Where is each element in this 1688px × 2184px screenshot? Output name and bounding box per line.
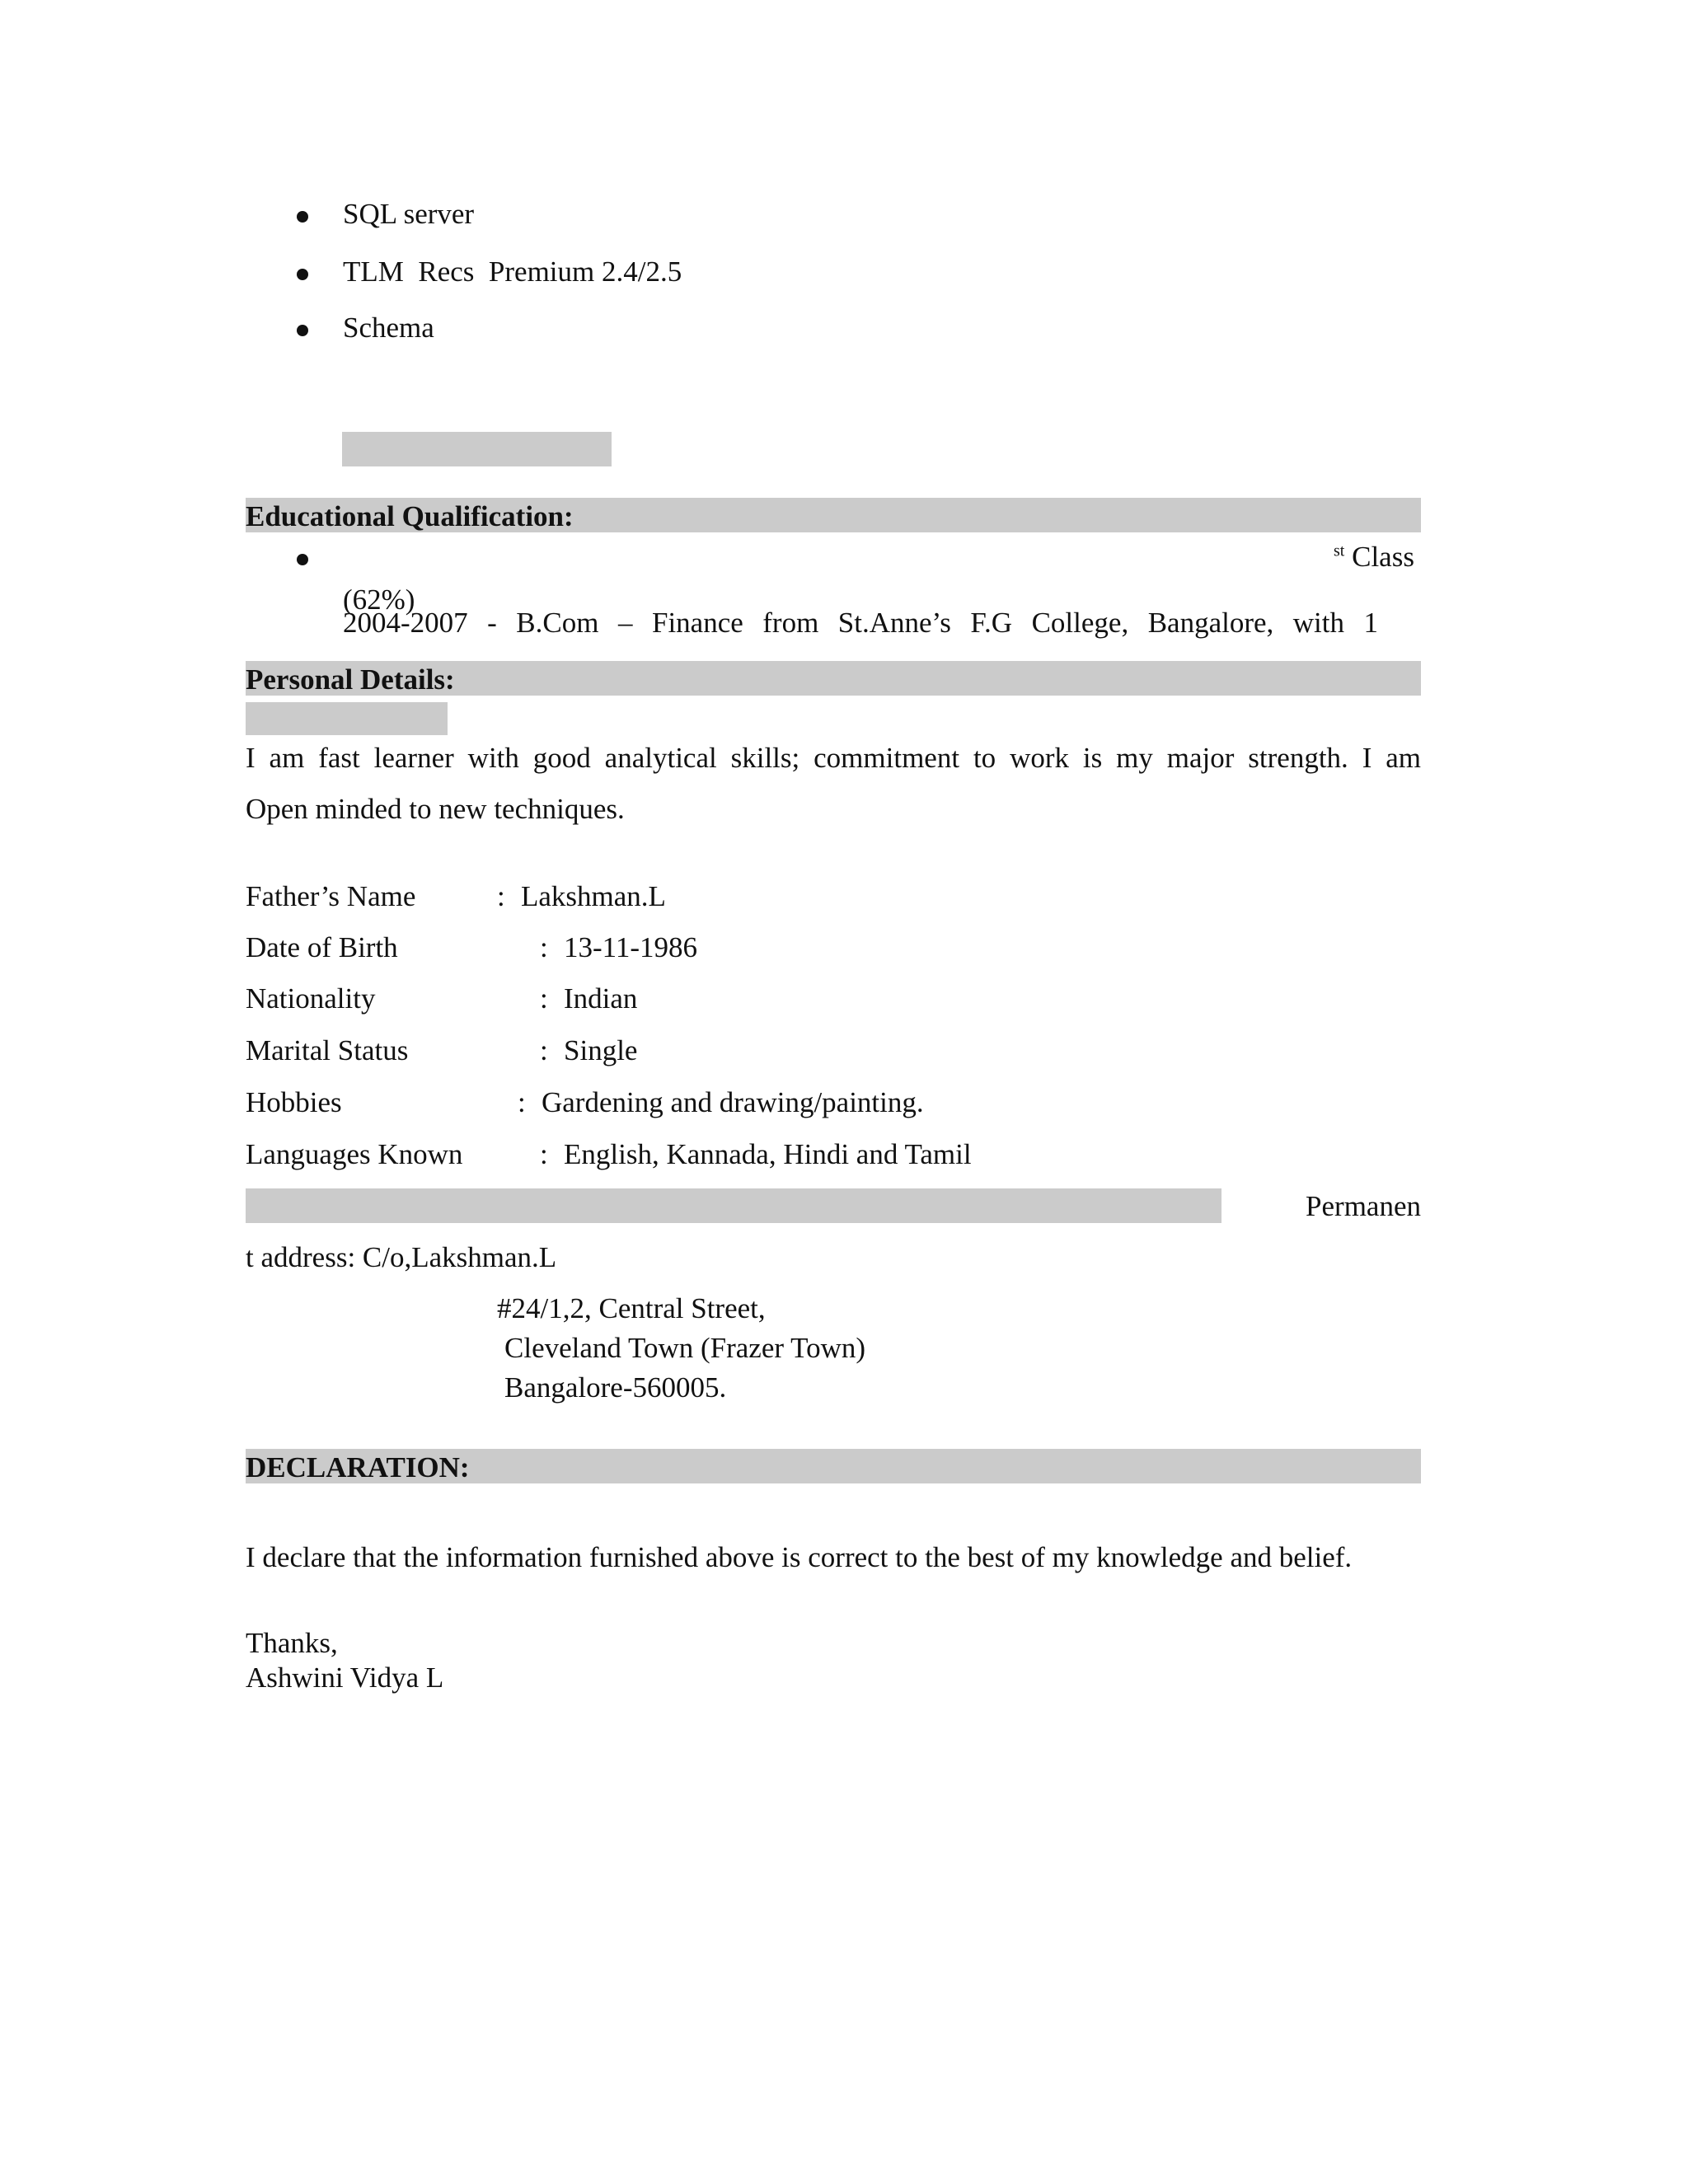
closing: Thanks,	[246, 1627, 338, 1659]
field-value: Lakshman.L	[521, 880, 666, 912]
field-separator: :	[540, 982, 548, 1015]
field-separator: :	[540, 1034, 548, 1066]
redacted-bar	[246, 702, 448, 735]
field-separator: :	[518, 1086, 526, 1118]
summary-line: Open minded to new techniques.	[246, 793, 625, 825]
redacted-bar	[342, 432, 612, 466]
bullet-icon	[297, 211, 308, 223]
bullet-icon	[297, 554, 308, 565]
address-label-part2: t address: C/o,Lakshman.L	[246, 1241, 557, 1273]
field-label: Father’s Name	[246, 880, 416, 912]
education-line	[343, 541, 1421, 673]
education-heading: Educational Qualification:	[246, 500, 574, 532]
bullet-icon	[297, 269, 308, 280]
summary-line: I am fast learner with good analytical skills; commitment to work is my major strength. I am	[246, 742, 1421, 774]
field-label: Marital Status	[246, 1034, 409, 1066]
bullet-icon	[297, 325, 308, 336]
field-label: Nationality	[246, 982, 376, 1015]
field-separator: :	[540, 931, 548, 963]
education-class	[1334, 541, 1414, 574]
field-value: English, Kannada, Hindi and Tamil	[564, 1138, 972, 1170]
skill-item: SQL server	[343, 198, 475, 230]
field-value: Gardening and drawing/painting.	[542, 1086, 924, 1118]
signature: Ashwini Vidya L	[246, 1661, 444, 1694]
personal-heading: Personal Details:	[246, 663, 455, 696]
education-degree: 2004-2007 - B.Com – Finance from St.Anne’s F.G College, Bangalore, with 1	[343, 607, 1378, 639]
field-separator: :	[540, 1138, 548, 1170]
field-value: 13-11-1986	[564, 931, 698, 963]
declaration-text: I declare that the information furnished above is correct to the best of my knowledge and belief.	[246, 1541, 1353, 1573]
address-line: #24/1,2, Central Street,	[497, 1292, 766, 1324]
education-sup: st	[1334, 541, 1345, 560]
field-value: Single	[564, 1034, 638, 1066]
field-separator: :	[497, 880, 505, 912]
field-value: Indian	[564, 982, 638, 1015]
address-line: Bangalore-560005.	[504, 1371, 727, 1404]
education-class-label: Class	[1344, 541, 1414, 573]
field-label: Date of Birth	[246, 931, 398, 963]
field-label: Hobbies	[246, 1086, 342, 1118]
address-line: Cleveland Town (Frazer Town)	[504, 1332, 865, 1364]
address-label-part1: Permanen	[1306, 1190, 1421, 1222]
redacted-bar	[246, 1188, 1221, 1223]
education-percent: (62%)	[343, 583, 415, 616]
skill-item: TLM Recs Premium 2.4/2.5	[343, 255, 682, 288]
declaration-heading: DECLARATION:	[246, 1451, 470, 1483]
field-label: Languages Known	[246, 1138, 463, 1170]
skill-item: Schema	[343, 312, 434, 344]
